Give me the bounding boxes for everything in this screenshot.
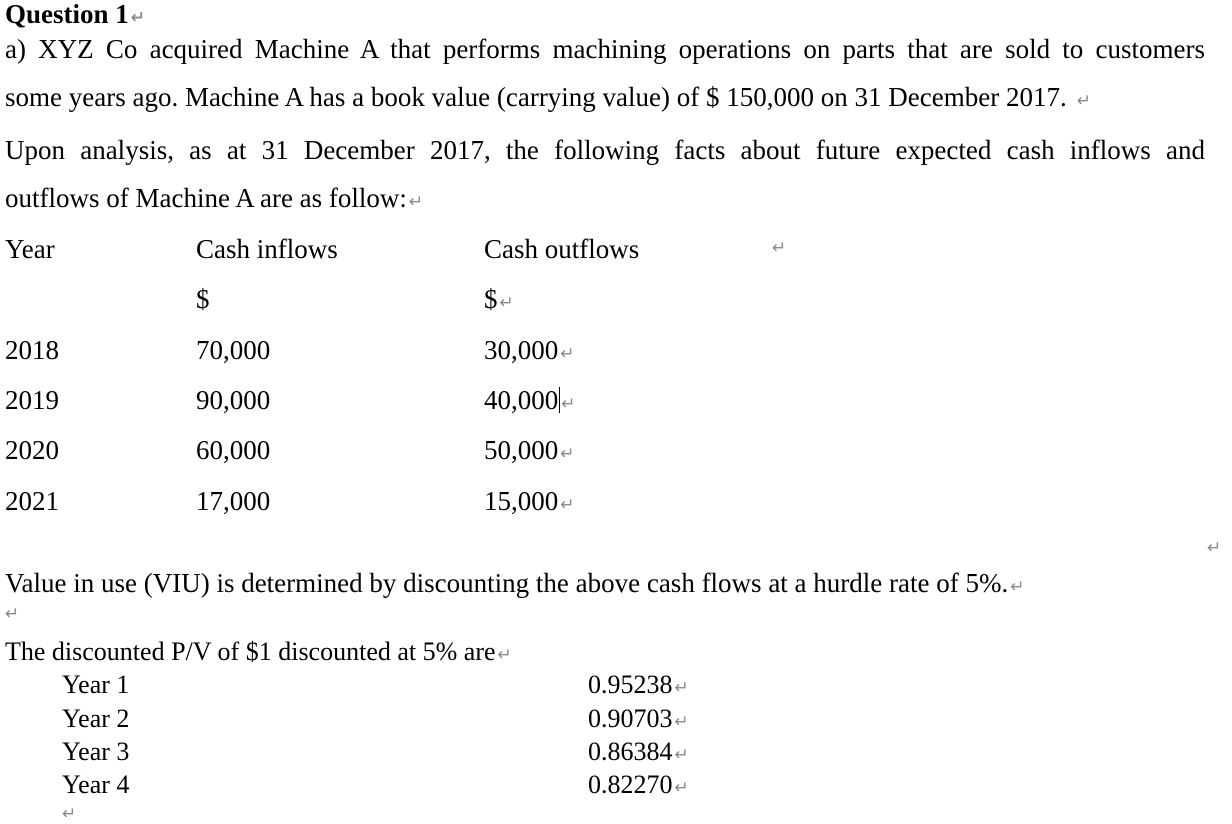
- unit-outflows: $ ↵: [484, 284, 514, 314]
- paragraph-mark-icon: ↵: [772, 238, 787, 258]
- paragraph-mark-icon: ↵: [560, 495, 575, 515]
- paragraph-mark-icon: ↵: [561, 394, 576, 414]
- discount-factor-value: 0.82270 ↵: [588, 770, 689, 799]
- paragraph-a-line-3: Upon analysis, as at 31 December 2017, the following facts about future expected cash inflows and: [5, 135, 1205, 165]
- question-title: Question 1 ↵: [5, 0, 146, 29]
- paragraph-a-line-2: some years ago. Machine A has a book value (carrying value) of $ 150,000 on 31 December 2017. ↵: [5, 82, 1091, 112]
- discount-year-label: Year 1: [62, 670, 130, 699]
- paragraph-a-line-1: a) XYZ Co acquired Machine A that performs machining operations on parts that are sold to customers: [5, 34, 1205, 64]
- table-row-outflow: 15,000 ↵: [484, 486, 575, 516]
- paragraph-mark-icon: ↵: [497, 645, 512, 665]
- paragraph-mark-icon: ↵: [408, 192, 424, 212]
- header-cash-inflows: Cash inflows: [196, 234, 338, 264]
- header-cash-outflows: Cash outflows: [484, 234, 640, 264]
- unit-inflows: $: [196, 284, 210, 314]
- paragraph-mark-icon: ↵: [560, 344, 575, 364]
- paragraph-mark-icon: ↵: [130, 8, 146, 28]
- header-year: Year: [5, 234, 55, 264]
- table-row-outflow: 50,000 ↵: [484, 435, 575, 465]
- table-row-outflow[interactable]: 40,000 ↵: [484, 385, 576, 415]
- paragraph-mark-icon: ↵: [62, 804, 77, 824]
- paragraph-mark-icon: ↵: [499, 293, 514, 313]
- discount-year-label: Year 4: [62, 770, 130, 799]
- discount-factor-value: 0.95238 ↵: [588, 670, 689, 699]
- paragraph-mark-icon: ↵: [674, 745, 689, 765]
- paragraph-mark-icon: ↵: [674, 678, 689, 698]
- discount-year-label: Year 2: [62, 704, 130, 733]
- paragraph-mark-icon: ↵: [5, 604, 20, 624]
- discount-factor-value: 0.86384 ↵: [588, 737, 689, 766]
- paragraph-mark-icon: ↵: [560, 444, 575, 464]
- discount-year-label: Year 3: [62, 737, 130, 766]
- paragraph-mark-icon: ↵: [674, 778, 689, 798]
- discount-factor-value: 0.90703 ↵: [588, 704, 689, 733]
- table-row-year: 2019: [5, 385, 59, 415]
- table-row-year: 2021: [5, 486, 59, 516]
- table-row-year: 2018: [5, 335, 59, 365]
- paragraph-mark-icon: ↵: [1010, 577, 1025, 597]
- table-row-inflow: 17,000: [196, 486, 271, 516]
- table-row-inflow: 60,000: [196, 435, 271, 465]
- viu-paragraph: Value in use (VIU) is determined by discounting the above cash flows at a hurdle rate of 5%. ↵: [5, 568, 1025, 598]
- table-row-inflow: 90,000: [196, 385, 271, 415]
- discount-intro: The discounted P/V of $1 discounted at 5% are ↵: [5, 637, 512, 666]
- table-row-year: 2020: [5, 435, 59, 465]
- table-row-outflow: 30,000 ↵: [484, 335, 575, 365]
- paragraph-mark-icon: ↵: [1207, 538, 1222, 558]
- paragraph-mark-icon: ↵: [1076, 91, 1091, 111]
- table-row-inflow: 70,000: [196, 335, 271, 365]
- paragraph-mark-icon: ↵: [674, 712, 689, 732]
- paragraph-a-line-4: outflows of Machine A are as follow: ↵: [5, 183, 424, 213]
